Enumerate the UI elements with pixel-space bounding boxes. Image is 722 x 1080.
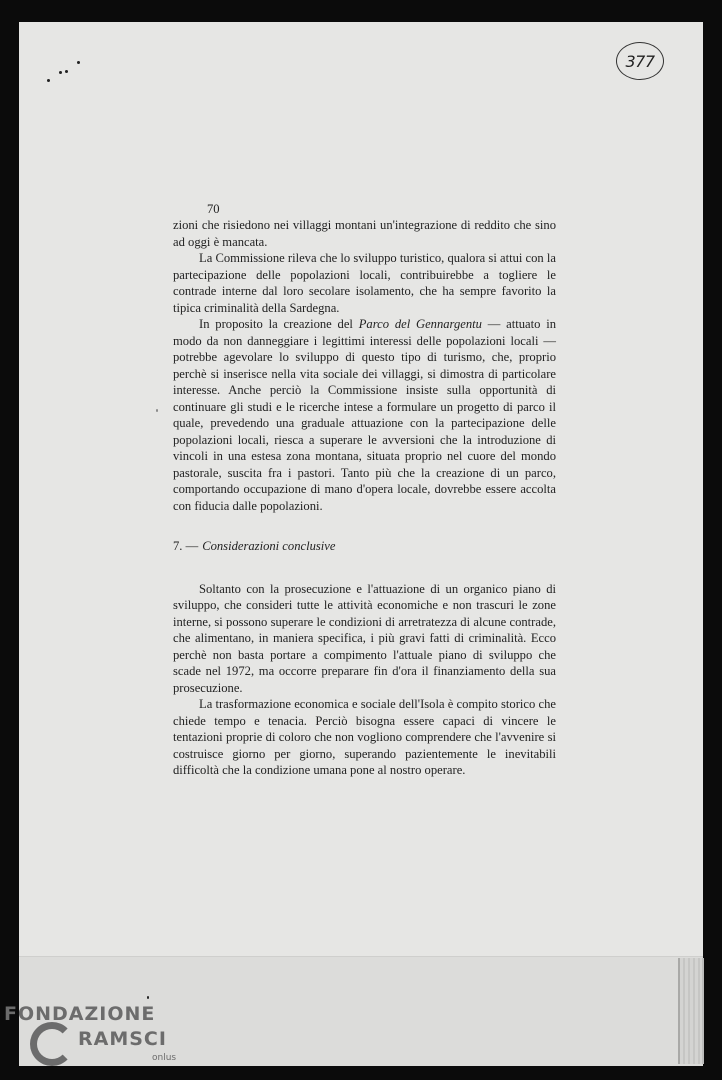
archive-number-stamp [616,42,664,80]
section-number: 7. — [173,539,199,553]
watermark-onlus: onlus [152,1053,177,1063]
paragraph-gennargentu [173,316,556,514]
section-heading [173,538,556,555]
scan-speck [147,996,149,999]
paragraph: La Commissione rileva che lo sviluppo turistico, qualora si attui con la partecipazione delle popolazioni locali, contribuirebbe a togliere le contrade interne dal loro secolare isolamento, che ha sempre favorito la tipica criminalità della Sardegna. [173,251,556,315]
section-title: Considerazioni conclusive [202,539,336,553]
page-number: 70 [207,202,220,216]
watermark-line1: FONDAZIONE [4,1003,156,1025]
paragraph: Soltanto con la prosecuzione e l'attuazione di un organico piano di sviluppo, che consideri tutte le attività economiche e non trascuri le zone interne, si possono superare le condizioni di arretratezza di alcune contrade, che alimentano, in maniera specifica, i più gravi fatti di criminalità. Ecco perchè non basta portare a compimento l'attuale piano di sviluppo che scade nel 1972, ma occorre preparare fin d'ora il finanziamento della sua prosecuzione. [173,581,556,695]
paragraph-text: In proposito la creazione del [199,317,359,331]
scan-speck [156,409,158,412]
scan-speck [47,79,50,82]
scan-speck [77,61,80,64]
fondazione-gramsci-watermark [4,1000,194,1076]
paragraph-continued: zioni che risiedono nei villaggi montani un'integrazione di reddito che sino ad oggi è mancata. [173,218,556,249]
watermark-g-glyph [30,1022,74,1066]
body-text [173,201,556,779]
scan-speck [65,70,68,73]
scan-speck [59,71,62,74]
scan-page-edge [678,958,704,1064]
archive-number: 377 [625,51,655,71]
paragraph: La trasformazione economica e sociale dell'Isola è compito storico che chiede tempo e tenacia. Perciò bisogna essere capaci di vincere le tentazioni proprie di coloro che non vogliono comprendere che l'avvenire si costruisce giorno per giorno, superando pazientemente le inevitabili difficoltà che la condizione umana pone al nostro operare. [173,697,556,777]
paragraph-text: — attuato in modo da non danneggiare i legittimi interessi delle popolazioni locali — potrebbe agevolare lo sviluppo di questo tipo di turismo, che, proprio perchè si inserisce nella vita sociale dei villaggi, si dimostra di particolare interesse. Anche perciò la Commissione insiste sulla opportunità di continuare gli studi e le ricerche intese a formulare un progetto di parco il quale, prevedendo una graduale attuazione con la partecipazione delle popolazioni locali, riesca a superare le avversioni che la introduzione di vincoli in una estesa zona montana, situata proprio nel cuore del mondo pastorale, suscita fra i pastori. Tanto più che la creazione di un parco, comportando occupazione di mano d'opera locale, dovrebbe essere accolta con fiducia dalle popolazioni. [173,317,557,513]
watermark-line2: RAMSCI [78,1028,167,1050]
park-name: Parco del Gennargentu [358,317,482,331]
